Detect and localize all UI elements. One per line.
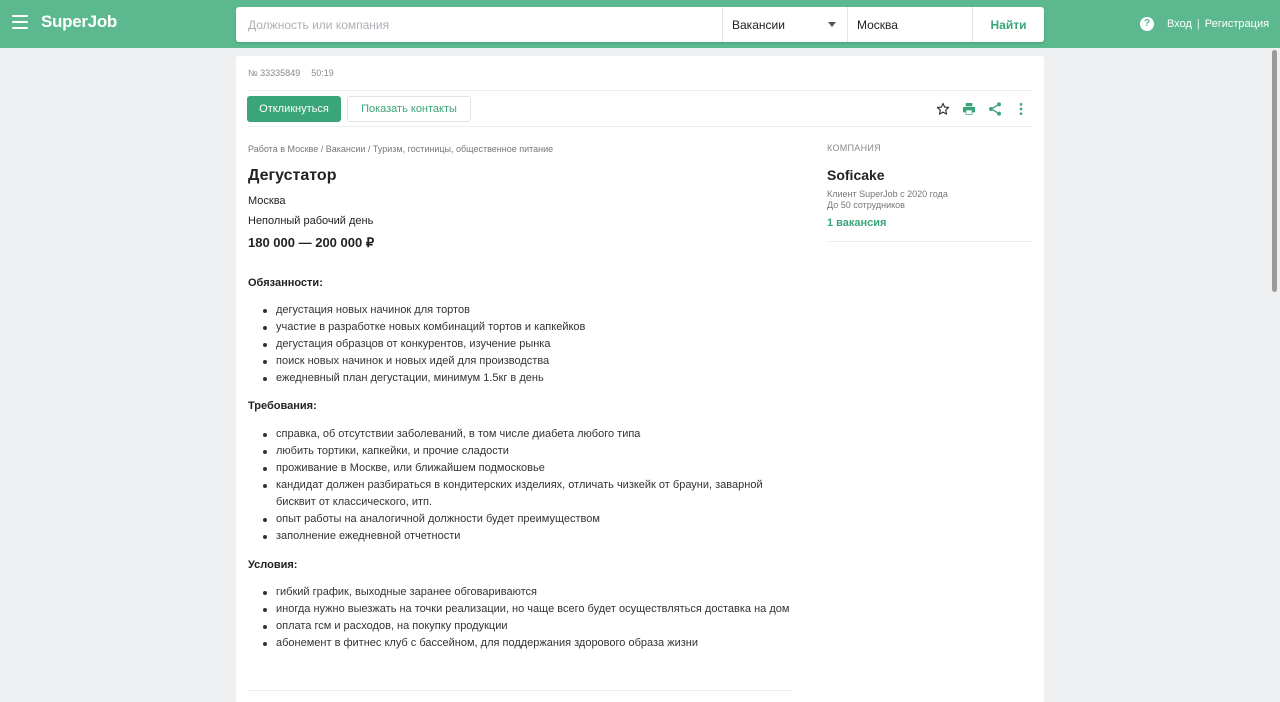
company-size: До 50 сотрудников xyxy=(827,200,905,210)
list-item: кандидат должен разбираться в кондитерских изделиях, отличать чизкейк от брауни, заварной бисквит от классического, итп. xyxy=(276,477,796,511)
vacancy-city: Москва xyxy=(248,195,286,207)
divider xyxy=(248,690,793,691)
company-vacancies-link[interactable]: 1 вакансия xyxy=(827,217,887,229)
list-item: ежедневный план дегустации, минимум 1.5кг в день xyxy=(276,370,796,387)
city-field[interactable]: Москва xyxy=(847,7,972,42)
vacancy-number: № 33335849 xyxy=(248,68,301,78)
list-item: оплата гсм и расходов, на покупку продукции xyxy=(276,618,796,635)
list-item: участие в разработке новых комбинаций тортов и капкейков xyxy=(276,319,796,336)
logo[interactable]: SuperJob xyxy=(41,12,118,31)
list-item: иногда нужно выезжать на точки реализации, но чаще всего будет осуществляться доставка на дом xyxy=(276,601,796,618)
divider xyxy=(827,241,1032,242)
requirements-heading: Требования: xyxy=(248,400,317,412)
list-item: дегустация новых начинок для тортов xyxy=(276,302,796,319)
search-bar xyxy=(236,7,1044,42)
vacancy-card xyxy=(236,56,1044,702)
vacancy-schedule: Неполный рабочий день xyxy=(248,215,374,227)
register-link[interactable]: Регистрация xyxy=(1204,18,1270,30)
show-contacts-button[interactable]: Показать контакты xyxy=(347,96,471,122)
top-bar xyxy=(0,0,1280,48)
list-item: заполнение ежедневной отчетности xyxy=(276,528,796,545)
breadcrumb[interactable]: Работа в Москве / Вакансии / Туризм, гостиницы, общественное питание xyxy=(248,144,554,154)
list-item: поиск новых начинок и новых идей для производства xyxy=(276,353,796,370)
list-item: проживание в Москве, или ближайшем подмосковье xyxy=(276,460,796,477)
vacancy-time: 50:19 xyxy=(311,68,334,78)
search-type-label: Вакансии xyxy=(732,17,785,32)
vacancy-meta xyxy=(248,68,334,78)
menu-icon[interactable] xyxy=(12,15,28,29)
star-icon[interactable] xyxy=(934,100,952,118)
list-item: опыт работы на аналогичной должности будет преимуществом xyxy=(276,511,796,528)
conditions-list xyxy=(276,584,796,652)
search-button[interactable]: Найти xyxy=(972,7,1044,42)
vacancy-tools xyxy=(934,100,1030,118)
vacancy-salary: 180 000 — 200 000 ₽ xyxy=(248,235,375,250)
company-name[interactable]: Soficake xyxy=(827,167,885,183)
search-type-select[interactable] xyxy=(722,7,847,42)
search-input[interactable] xyxy=(236,7,722,42)
list-item: абонемент в фитнес клуб с бассейном, для поддержания здорового образа жизни xyxy=(276,635,796,652)
conditions-heading: Условия: xyxy=(248,559,298,571)
divider xyxy=(248,90,1032,91)
duties-heading: Обязанности: xyxy=(248,277,323,289)
duties-list xyxy=(276,302,796,387)
divider xyxy=(248,126,1032,127)
scrollbar[interactable] xyxy=(1272,50,1277,292)
share-icon[interactable] xyxy=(986,100,1004,118)
list-item: справка, об отсутствии заболеваний, в том числе диабета любого типа xyxy=(276,426,796,443)
auth-separator: | xyxy=(1196,18,1200,30)
more-icon[interactable] xyxy=(1012,100,1030,118)
print-icon[interactable] xyxy=(960,100,978,118)
auth-links xyxy=(1167,18,1269,30)
list-item: любить тортики, капкейки, и прочие сладости xyxy=(276,443,796,460)
company-client-since: Клиент SuperJob с 2020 года xyxy=(827,189,948,199)
company-info xyxy=(827,189,948,211)
requirements-list xyxy=(276,426,796,545)
login-link[interactable]: Вход xyxy=(1167,18,1192,30)
list-item: гибкий график, выходные заранее обговариваются xyxy=(276,584,796,601)
help-icon[interactable]: ? xyxy=(1140,17,1154,31)
company-label: КОМПАНИЯ xyxy=(827,143,881,153)
apply-button[interactable]: Откликнуться xyxy=(247,96,341,122)
list-item: дегустация образцов от конкурентов, изучение рынка xyxy=(276,336,796,353)
vacancy-title: Дегустатор xyxy=(248,167,337,184)
chevron-down-icon xyxy=(828,22,836,27)
